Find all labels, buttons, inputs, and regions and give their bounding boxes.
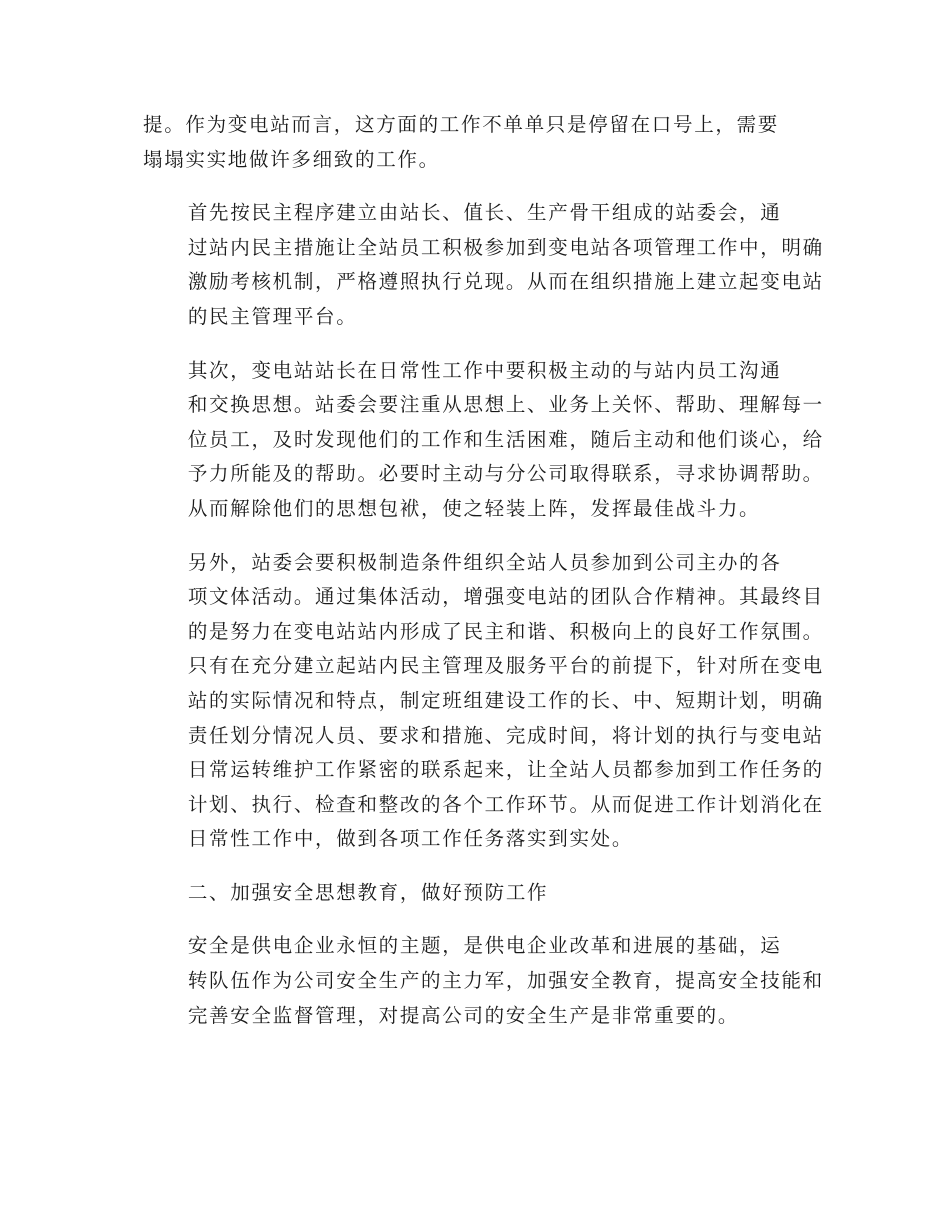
text-line: 激励考核机制，严格遵照执行兑现。从而在组织措施上建立起变电站: [187, 270, 824, 294]
section-heading-text: 二、加强安全思想教育，做好预防工作: [187, 880, 549, 904]
text-line: 另外，站委会要积极制造条件组织全站人员参加到公司主办的各: [187, 550, 782, 574]
text-line: 其次，变电站站长在日常性工作中要积极主动的与站内员工沟通: [187, 358, 782, 382]
paragraph-first-measures: [143, 196, 824, 334]
text-line: 计划、执行、检查和整改的各个工作环节。从而促进工作计划消化在: [187, 792, 824, 816]
text-line: 只有在充分建立起站内民主管理及服务平台的前提下，针对所在变电: [187, 654, 824, 678]
text-line: 安全是供电企业永恒的主题，是供电企业改革和进展的基础，运: [187, 934, 782, 958]
text-line: 转队伍作为公司安全生产的主力军，加强安全教育，提高安全技能和: [187, 969, 824, 993]
text-line: 首先按民主程序建立由站长、值长、生产骨干组成的站委会，通: [187, 201, 782, 225]
text-line: 从而解除他们的思想包袱，使之轻装上阵，发挥最佳战斗力。: [187, 496, 761, 520]
paragraph-safety: [143, 929, 824, 1033]
text-line: 过站内民主措施让全站员工积极参加到变电站各项管理工作中，明确: [187, 235, 824, 259]
text-line: 的民主管理平台。: [187, 304, 358, 328]
text-line: 责任划分情况人员、要求和措施、完成时间，将计划的执行与变电站: [187, 723, 824, 747]
paragraph-second-measures: [143, 354, 824, 527]
text-line: 位员工，及时发现他们的工作和生活困难，随后主动和他们谈心，给: [187, 427, 824, 451]
text-line: 提。作为变电站而言，这方面的工作不单单只是停留在口号上，需要: [143, 113, 780, 136]
document-body: [143, 108, 824, 1052]
text-line: 塌塌实实地做许多细致的工作。: [143, 147, 440, 171]
paragraph-additional-measures: [143, 546, 824, 857]
text-line: 的是努力在变电站站内形成了民主和谐、积极向上的良好工作氛围。: [187, 619, 824, 643]
paragraph-continuation: [143, 108, 793, 177]
text-line: 予力所能及的帮助。必要时主动与分公司取得联系，寻求协调帮助。: [187, 462, 824, 486]
text-line: 日常运转维护工作紧密的联系起来，让全站人员都参加到工作任务的: [187, 758, 824, 782]
text-line: 站的实际情况和特点，制定班组建设工作的长、中、短期计划，明确: [187, 688, 824, 712]
text-line: 完善安全监督管理，对提高公司的安全生产是非常重要的。: [187, 1003, 740, 1027]
text-line: 项文体活动。通过集体活动，增强变电站的团队合作精神。其最终目: [187, 585, 824, 609]
text-line: 日常性工作中，做到各项工作任务落实到实处。: [187, 827, 634, 851]
section-heading: [143, 876, 793, 911]
text-line: 和交换思想。站委会要注重从思想上、业务上关怀、帮助、理解每一: [187, 393, 824, 417]
